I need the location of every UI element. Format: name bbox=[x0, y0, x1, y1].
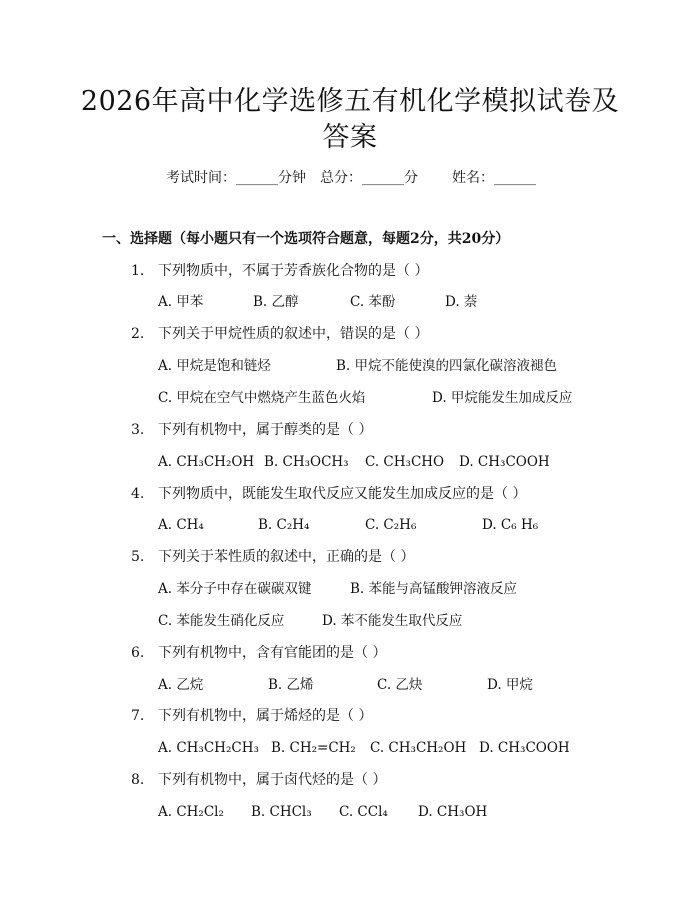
question-number: 3. bbox=[131, 422, 145, 438]
option-c: C. C₂H₆ bbox=[365, 517, 417, 533]
option-c: C. 乙炔 bbox=[377, 677, 423, 693]
question-number: 1. bbox=[131, 263, 145, 279]
question-number: 6. bbox=[131, 645, 145, 661]
option-c: C. 甲烷在空气中燃烧产生蓝色火焰 bbox=[158, 390, 366, 406]
option-b: B. 乙烯 bbox=[268, 677, 314, 693]
option-b: B. C₂H₄ bbox=[258, 517, 310, 533]
section-heading-multiple-choice: 一、选择题（每小题只有一个选项符合题意，每题2分，共20分） bbox=[102, 231, 510, 247]
exam-time-label: 考试时间：______分钟 bbox=[166, 170, 306, 186]
question-number: 5. bbox=[131, 549, 145, 565]
option-b: B. CH₃OCH₃ bbox=[264, 454, 349, 470]
option-d: D. C₆ H₆ bbox=[482, 517, 539, 533]
question-number: 8. bbox=[131, 772, 145, 788]
option-c: C. CH₃CH₂OH bbox=[370, 740, 467, 756]
question-text: 下列有机物中，属于烯烃的是（ ） bbox=[158, 708, 373, 724]
total-score-label: 总分：______分 bbox=[320, 170, 418, 186]
option-d: D. 甲烷能发生加成反应 bbox=[432, 390, 573, 406]
option-a: A. 乙烷 bbox=[158, 677, 204, 693]
page-title-line2: 答案 bbox=[322, 122, 378, 153]
option-a: A. 甲烷是饱和链烃 bbox=[158, 358, 271, 374]
option-b: B. 甲烷不能使溴的四氯化碳溶液褪色 bbox=[336, 358, 558, 374]
option-d: D. CH₃COOH bbox=[459, 454, 550, 470]
option-d: D. CH₃COOH bbox=[479, 740, 570, 756]
option-c: C. CCl₄ bbox=[339, 804, 388, 820]
option-a: A. 甲苯 bbox=[158, 294, 204, 310]
question-text: 下列关于苯性质的叙述中，正确的是（ ） bbox=[158, 549, 415, 565]
question-text: 下列关于甲烷性质的叙述中，错误的是（ ） bbox=[158, 326, 429, 342]
option-d: D. 苯不能发生取代反应 bbox=[322, 613, 463, 629]
option-b: B. 苯能与高锰酸钾溶液反应 bbox=[350, 581, 518, 597]
option-a: A. CH₂Cl₂ bbox=[158, 804, 224, 820]
question-text: 下列有机物中，属于卤代烃的是（ ） bbox=[158, 772, 387, 788]
option-c: C. CH₃CHO bbox=[365, 454, 445, 470]
option-d: D. CH₃OH bbox=[418, 804, 488, 820]
option-b: B. 乙醇 bbox=[253, 294, 299, 310]
student-name-label: 姓名：______ bbox=[452, 170, 536, 186]
option-b: B. CH₂=CH₂ bbox=[271, 740, 356, 756]
question-text: 下列有机物中，含有官能团的是（ ） bbox=[158, 645, 387, 661]
option-d: D. 萘 bbox=[445, 294, 478, 310]
option-a: A. CH₄ bbox=[158, 517, 204, 533]
option-a: A. 苯分子中存在碳碳双键 bbox=[158, 581, 312, 597]
option-c: C. 苯酚 bbox=[350, 294, 396, 310]
question-number: 4. bbox=[131, 486, 145, 502]
question-text: 下列物质中，不属于芳香族化合物的是（ ） bbox=[158, 263, 429, 279]
option-d: D. 甲烷 bbox=[487, 677, 533, 693]
question-text: 下列物质中，既能发生取代反应又能发生加成反应的是（ ） bbox=[158, 486, 527, 502]
option-b: B. CHCl₃ bbox=[251, 804, 312, 820]
option-a: A. CH₃CH₂CH₃ bbox=[158, 740, 259, 756]
option-c: C. 苯能发生硝化反应 bbox=[158, 613, 285, 629]
question-number: 2. bbox=[131, 326, 145, 342]
page-title-line1: 2026年高中化学选修五有机化学模拟试卷及 bbox=[80, 86, 620, 117]
option-a: A. CH₃CH₂OH bbox=[158, 454, 255, 470]
question-text: 下列有机物中，属于醇类的是（ ） bbox=[158, 422, 373, 438]
question-number: 7. bbox=[131, 708, 145, 724]
